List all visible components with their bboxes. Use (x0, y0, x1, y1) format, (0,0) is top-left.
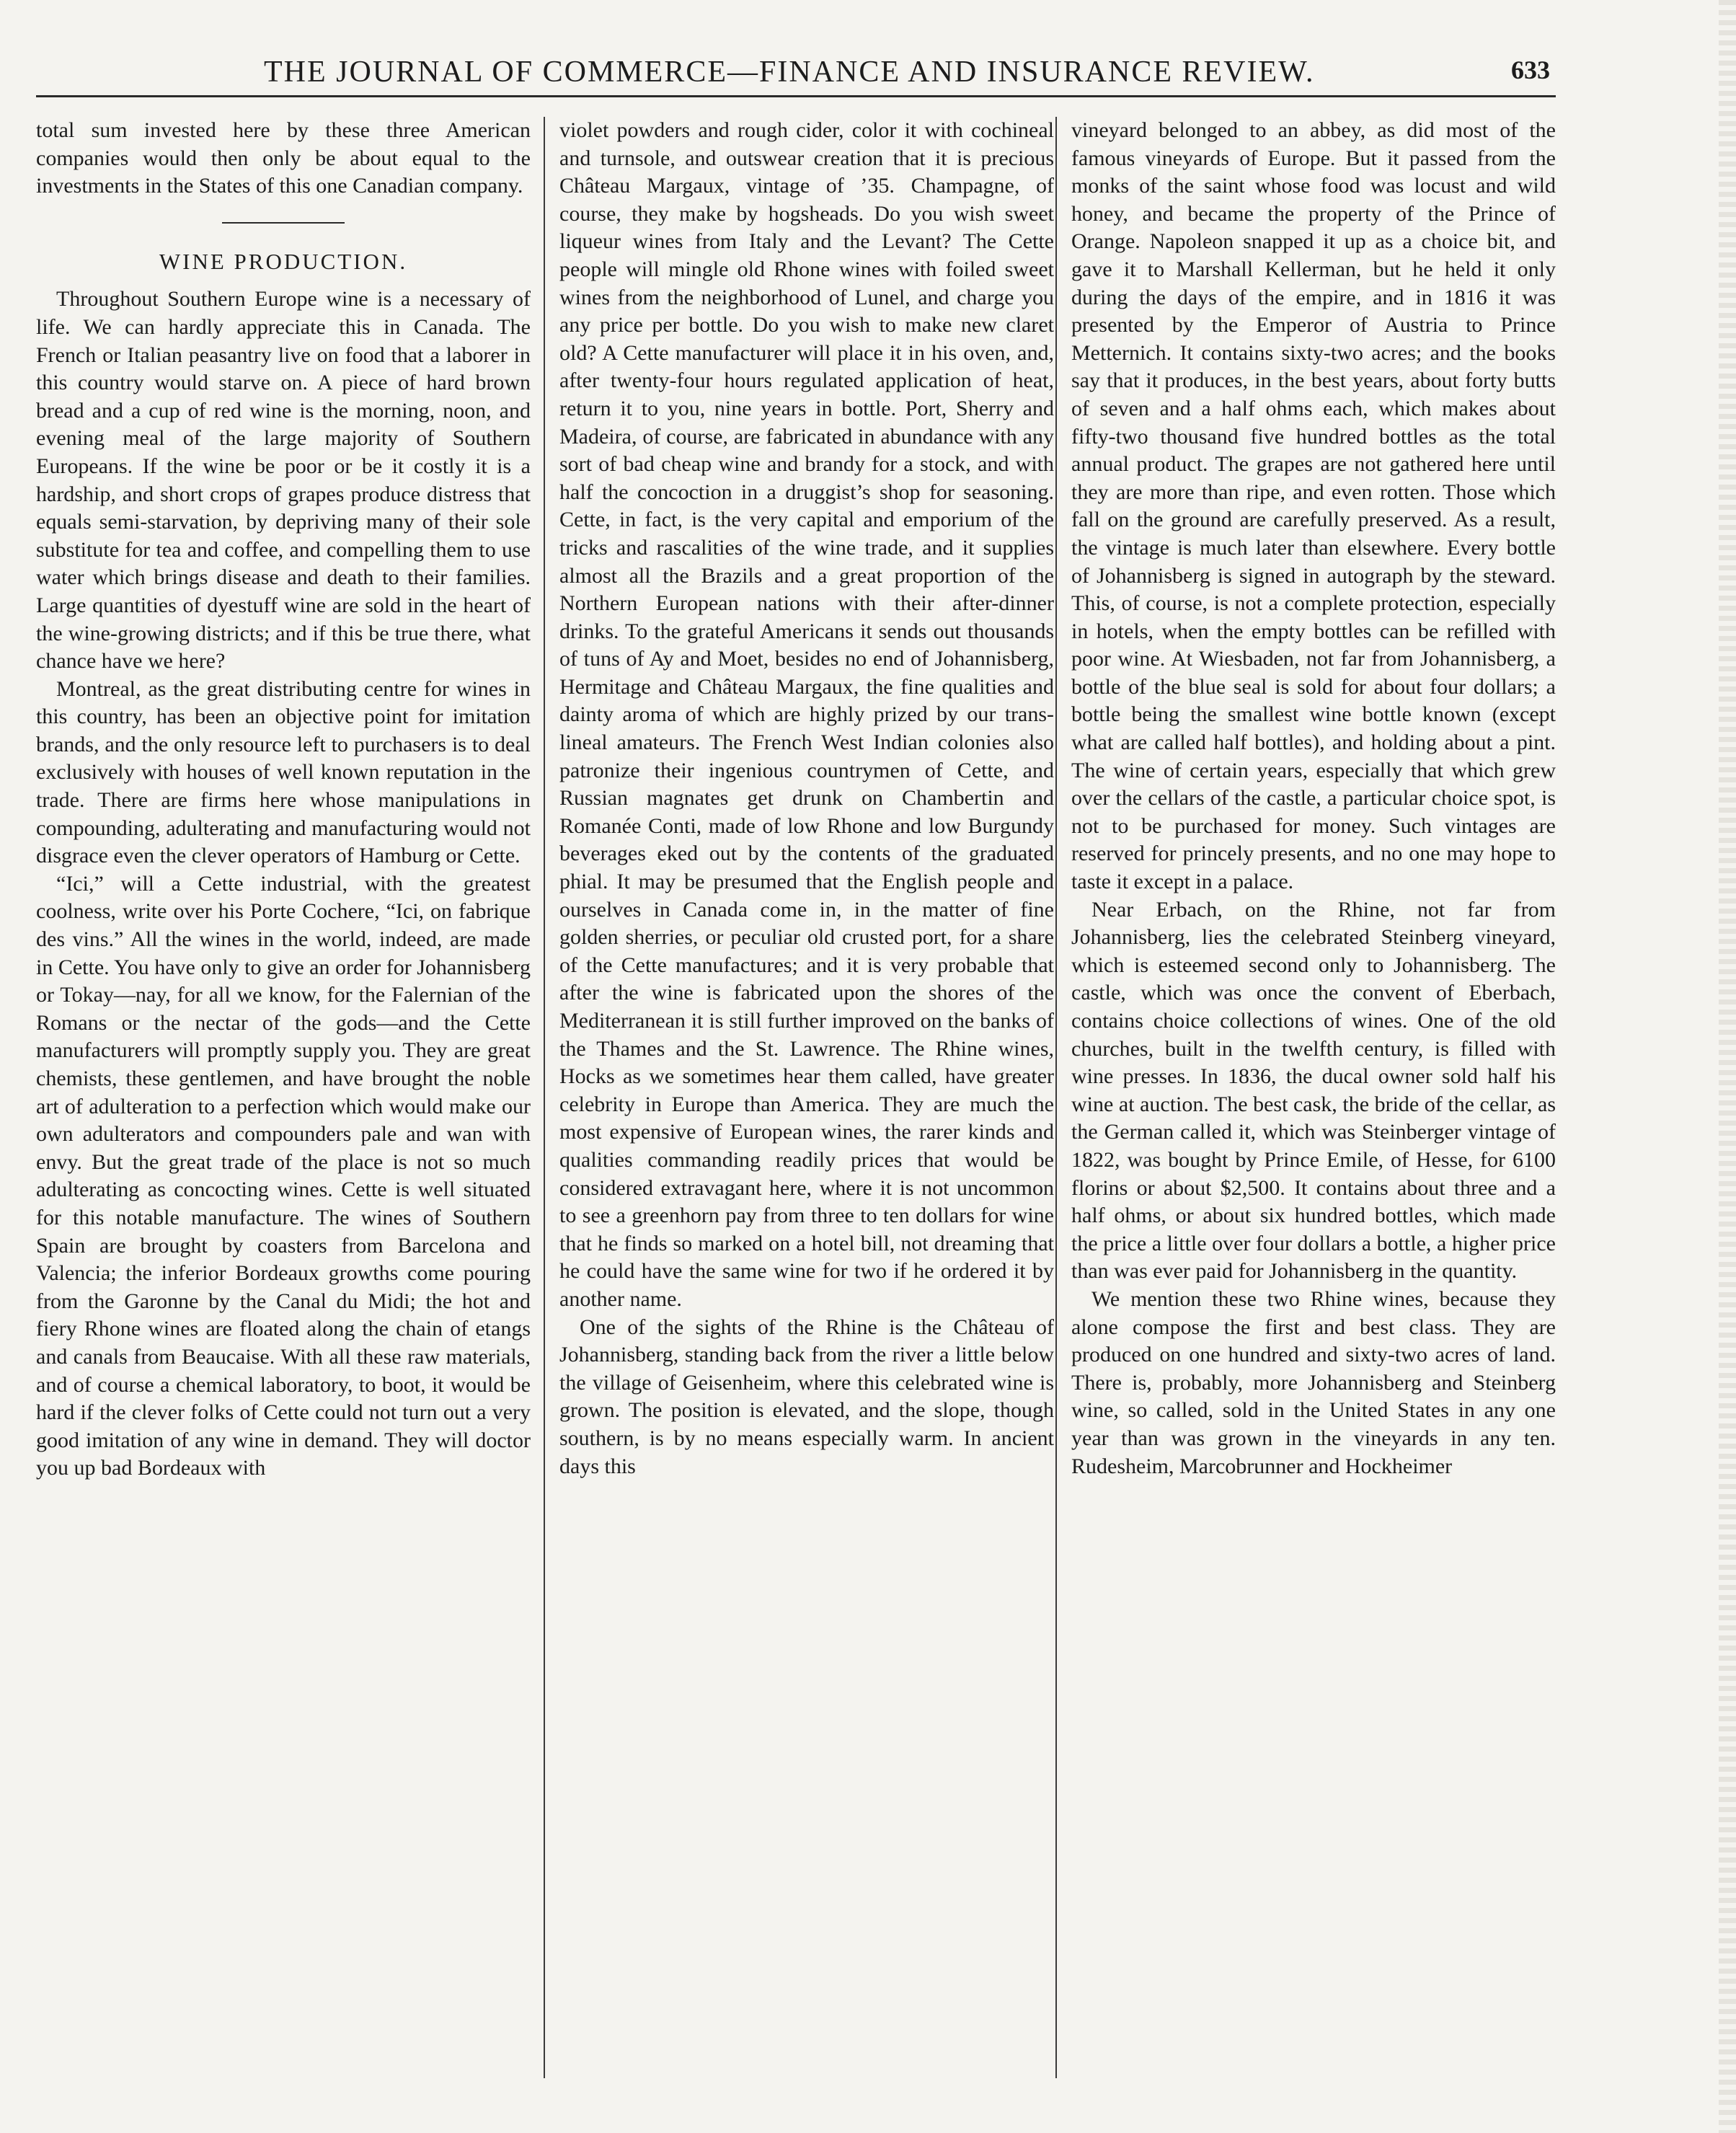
paragraph: Montreal, as the great distributing centre for wines in this country, has been an objective point for imitation brands, and the only resource left to purchasers is to deal exclusively with houses of well known reputation in the trade. There are firms here whose manipulations in compounding, adulterating and manufacturing would not disgrace even the clever operators of Hamburg or Cette. (36, 676, 531, 868)
paragraph: Near Erbach, on the Rhine, not far from Johannisberg, lies the celebrated Steinberg vineyard, which is esteemed second only to Johannisberg. The castle, which was once the convent of Eberbach, contains choice collections of wines. One of the old churches, built in the twelfth century, is filled with wine presses. In 1836, the ducal owner sold half his wine at auction. The best cask, the bride of the cellar, as the German called it, which was Steinberger vintage of 1822, was bought by Prince Emile, of Hesse, for 6100 florins or about $2,500. It contains about three and a half ohms, or about six hundred bottles, which made the price a little over four dollars a bottle, a higher price than was ever paid for Johannisberg in the quantity. (1071, 897, 1556, 1284)
column-rule (544, 117, 545, 2078)
page-number: 633 (1511, 56, 1550, 84)
column-1 (36, 117, 531, 2078)
scan-edge (1719, 0, 1736, 2133)
paragraph: Throughout Southern Europe wine is a necessary of life. We can hardly appreciate this in Canada. The French or Italian peasantry live on food that a laborer in this country would starve on. A piece of hard brown bread and a cup of red wine is the morning, noon, and evening meal of the large majority of Southern Europeans. If the wine be poor or be it costly it is a hardship, and short crops of grapes produce distress that equals semi-starvation, by depriving many of their sole substitute for tea and coffee, and compelling them to use water which brings disease and death to their families. Large quantities of dyestuff wine are sold in the heart of the wine-growing districts; and if this be true there, what chance have we here? (36, 287, 531, 674)
journal-page (36, 0, 1556, 2133)
journal-title: THE JOURNAL OF COMMERCE—FINANCE AND INSURANCE REVIEW. (264, 56, 1315, 89)
paragraph: We mention these two Rhine wines, because they alone compose the first and best class. They are produced on one hundred and sixty-two acres of land. There is, probably, more Johannisberg and Steinberg wine, so called, sold in the United States in any one year than was grown in the vineyards in any ten. Rudesheim, Marcobrunner and Hockheimer (1071, 1286, 1556, 1478)
column-3 (1071, 117, 1556, 2078)
column-2 (559, 117, 1054, 2078)
section-divider (222, 222, 345, 224)
paragraph: total sum invested here by these three American companies would then only be about equal to the investments in the States of this one Canadian company. (36, 118, 531, 198)
paragraph: One of the sights of the Rhine is the Château of Johannisberg, standing back from the river a little below the village of Geisenheim, where this celebrated wine is grown. The position is elevated, and the slope, though southern, is by no means especially warm. In ancient days this (559, 1315, 1054, 1478)
page-header (36, 52, 1556, 97)
paragraph: “Ici,” will a Cette industrial, with the greatest coolness, write over his Porte Cochere, “Ici, on fabrique des vins.” All the wines in the world, indeed, are made in Cette. You have only to give an order for Johannisberg or Tokay—nay, for all we know, for the Falernian of the Romans or the nectar of the gods—and the Cette manufacturers will promptly supply you. They are great chemists, these gentlemen, and have brought the noble art of adulteration to a perfection which would make our own adulterators and compounders pale and wan with envy. But the great trade of the place is not so much adulterating as concocting wines. Cette is well situated for this notable manufacture. The wines of Southern Spain are brought by coasters from Barcelona and Valencia; the inferior Bordeaux growths come pouring from the Garonne by the Canal du Midi; the hot and fiery Rhone wines are floated along the chain of etangs and canals from Beaucaise. With all these raw materials, and of course a chemical laboratory, to boot, it would be hard if the clever folks of Cette could not turn out a very good imitation of any wine in demand. They will doctor you up bad Bordeaux with (36, 871, 531, 1480)
section-heading: WINE PRODUCTION. (159, 248, 408, 274)
paragraph: violet powders and rough cider, color it with cochineal and turnsole, and outswear creation that it is precious Château Margaux, vintage of ’35. Champagne, of course, they make by hogsheads. Do you wish sweet liqueur wines from Italy and the Levant? The Cette people will mingle old Rhone wines with foiled sweet wines from the neighborhood of Lunel, and charge you any price per bottle. Do you wish to make new claret old? A Cette manufacturer will place it in his oven, and, after twenty-four hours regulated application of heat, return it to you, nine years in bottle. Port, Sherry and Madeira, of course, are fabricated in abundance with any sort of bad cheap wine and brandy for a stock, and with half the concoction in a druggist’s shop for seasoning. Cette, in fact, is the very capital and emporium of the tricks and rascalities of the wine trade, and it supplies almost all the Brazils and a great proportion of the Northern European nations with their after-dinner drinks. To the grateful Americans it sends out thousands of tuns of Ay and Moet, besides no end of Johannisberg, Hermitage and Château Margaux, the fine qualities and dainty aroma of which are highly prized by our trans-lineal amateurs. The French West Indian colonies also patronize their ingenious countrymen of Cette, and Russian magnates get drunk on Chambertin and Romanée Conti, made of low Rhone and low Burgundy beverages eked out by the contents of the graduated phial. It may be presumed that the English people and ourselves in Canada come in, in the matter of fine golden sherries, or peculiar old crusted port, for a share of the Cette manufactures; and it is very probable that after the wine is fabricated upon the shores of the Mediterranean it is still further improved on the banks of the Thames and the St. Lawrence. The Rhine wines, Hocks as we sometimes hear them called, have greater celebrity in Europe than America. They are much the most expensive of European wines, the rarer kinds and qualities commanding readily prices that would be considered extravagant here, where it is not uncommon to see a greenhorn pay from three to ten dollars for wine that he finds so marked on a hotel bill, not dreaming that he could have the same wine for two if he ordered it by another name. (559, 118, 1054, 1311)
paragraph: vineyard belonged to an abbey, as did most of the famous vineyards of Europe. But it passed from the monks of the saint whose food was locust and wild honey, and became the property of the Prince of Orange. Napoleon snapped it up as a choice bit, and gave it to Marshall Kellerman, but he held it only during the days of the empire, and in 1816 it was presented by the Emperor of Austria to Prince Metternich. It contains sixty-two acres; and the books say that it produces, in the best years, about forty butts of seven and a half ohms each, which makes about fifty-two thousand five hundred bottles as the total annual product. The grapes are not gathered here until they are more than ripe, and even rotten. Those which fall on the ground are carefully preserved. As a result, the vintage is much later than elsewhere. Every bottle of Johannisberg is signed in autograph by the steward. This, of course, is not a complete protection, especially in hotels, when the empty bottles can be refilled with poor wine. At Wiesbaden, not far from Johannisberg, a bottle of the blue seal is sold for about four dollars; a bottle being the smallest wine bottle known (except what are called half bottles), and holding about a pint. The wine of certain years, especially that which grew over the cellars of the castle, a particular choice spot, is not to be purchased for money. Such vintages are reserved for princely presents, and no one may hope to taste it except in a palace. (1071, 118, 1556, 894)
column-rule (1055, 117, 1057, 2078)
article-columns (36, 117, 1556, 2078)
